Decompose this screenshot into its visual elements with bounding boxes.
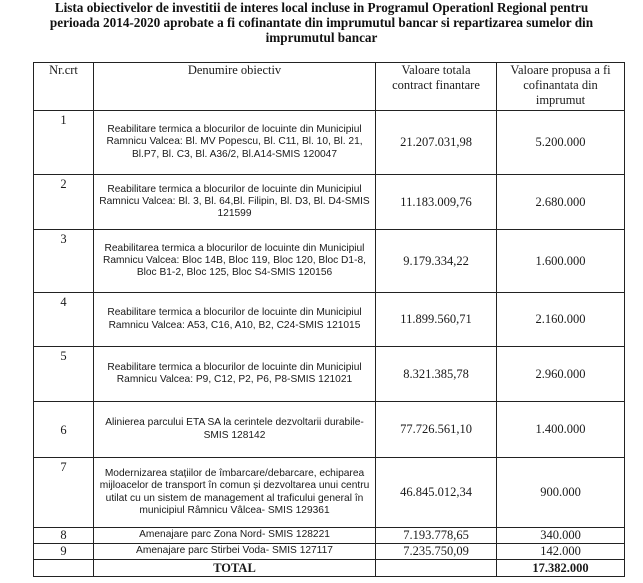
table-row — [34, 458, 625, 528]
row-name: Reabilitarea termica a blocurilor de locuinte din Municipiul Ramnicu Valcea: Bloc 14B, Bloc 119, Bloc 120, Bloc D1-8, Bloc B1-2, Bloc 125, Bloc S4-SMIS 120156 — [94, 230, 376, 293]
row-proposed: 1.400.000 — [497, 402, 625, 458]
table-row — [34, 402, 625, 458]
row-name: Reabilitare termica a blocurilor de locuinte din Municipiul Ramnicu Valcea: P9, C12, P2, P6, P8-SMIS 121021 — [94, 347, 376, 402]
row-nr: 9 — [34, 544, 94, 560]
row-total: 9.179.334,22 — [376, 230, 497, 293]
table-header-row — [34, 63, 625, 111]
row-name: Modernizarea stațiilor de îmbarcare/debarcare, echiparea mijloacelor de transport în comun și dezvoltarea unui centru utilat cu un sistem de management al traficului general în municipiul Râmnicu Vâlcea- SMIS 129361 — [94, 458, 376, 528]
row-proposed: 900.000 — [497, 458, 625, 528]
row-total: 11.183.009,76 — [376, 175, 497, 230]
row-total: 11.899.560,71 — [376, 293, 497, 347]
total-empty-cell — [34, 560, 94, 577]
row-name: Reabilitare termica a blocurilor de locuinte din Municipiul Ramnicu Valcea: Bl. MV Popescu, Bl. C11, Bl. 10, Bl. 21, Bl.P7, Bl. C3, Bl. A36/2, Bl.A14-SMIS 120047 — [94, 111, 376, 175]
row-nr: 8 — [34, 528, 94, 544]
header-total: Valoare totala contract finantare — [376, 63, 497, 111]
row-nr: 6 — [34, 402, 94, 458]
row-total: 46.845.012,34 — [376, 458, 497, 528]
total-empty-cell — [376, 560, 497, 577]
row-proposed: 340.000 — [497, 528, 625, 544]
row-proposed: 2.960.000 — [497, 347, 625, 402]
row-name: Reabilitare termica a blocurilor de locuinte din Municipiul Ramnicu Valcea: Bl. 3, Bl. 64,Bl. Filipin, Bl. D3, Bl. D4-SMIS 121599 — [94, 175, 376, 230]
row-nr: 1 — [34, 111, 94, 175]
row-name: Reabilitare termica a blocurilor de locuinte din Municipiul Ramnicu Valcea: A53, C16, A10, B2, C24-SMIS 121015 — [94, 293, 376, 347]
row-nr: 3 — [34, 230, 94, 293]
row-name: Amenajare parc Zona Nord- SMIS 128221 — [94, 528, 376, 544]
row-proposed: 1.600.000 — [497, 230, 625, 293]
total-value: 17.382.000 — [497, 560, 625, 577]
table-row — [34, 230, 625, 293]
row-total: 8.321.385,78 — [376, 347, 497, 402]
row-nr: 7 — [34, 458, 94, 528]
table-row — [34, 528, 625, 544]
row-total: 21.207.031,98 — [376, 111, 497, 175]
header-nr: Nr.crt — [34, 63, 94, 111]
row-nr: 4 — [34, 293, 94, 347]
title-line-2: perioada 2014-2020 aprobate a fi cofinantate din imprumutul bancar si repartizarea sumelor din — [49, 15, 594, 30]
row-proposed: 2.680.000 — [497, 175, 625, 230]
title-line-3: imprumutul bancar — [265, 30, 378, 45]
row-proposed: 5.200.000 — [497, 111, 625, 175]
table-row — [34, 347, 625, 402]
table-row — [34, 175, 625, 230]
row-proposed: 2.160.000 — [497, 293, 625, 347]
row-nr: 2 — [34, 175, 94, 230]
row-total: 7.235.750,09 — [376, 544, 497, 560]
row-proposed: 142.000 — [497, 544, 625, 560]
title-line-1: Lista obiectivelor de investitii de interes local incluse in Programul Operationl Regional pentru — [54, 0, 589, 15]
table-row — [34, 111, 625, 175]
row-total: 7.193.778,65 — [376, 528, 497, 544]
document-title — [10, 0, 633, 45]
header-name: Denumire obiectiv — [94, 63, 376, 111]
investment-table — [33, 62, 625, 577]
row-nr: 5 — [34, 347, 94, 402]
row-name: Amenajare parc Stirbei Voda- SMIS 127117 — [94, 544, 376, 560]
row-name: Alinierea parcului ETA SA la cerintele dezvoltarii durabile-SMIS 128142 — [94, 402, 376, 458]
table-row — [34, 544, 625, 560]
table-row — [34, 293, 625, 347]
total-row — [34, 560, 625, 577]
row-total: 77.726.561,10 — [376, 402, 497, 458]
header-proposed: Valoare propusa a fi cofinantata din imprumut — [497, 63, 625, 111]
total-label: TOTAL — [94, 560, 376, 577]
